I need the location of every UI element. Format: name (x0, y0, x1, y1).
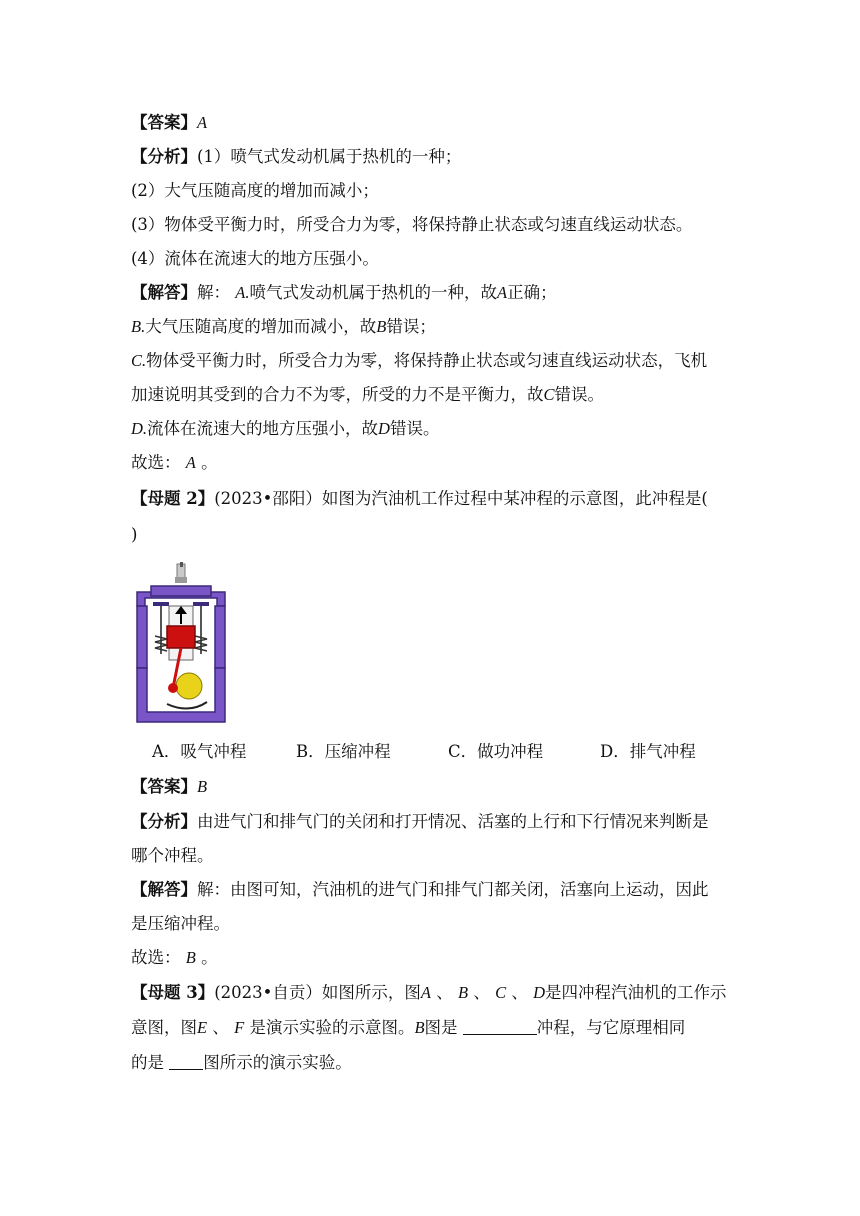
figure-ref: A (420, 983, 431, 1002)
choose-value: A (185, 453, 196, 472)
analysis-point: (2）大气压随高度的增加而减小； (131, 181, 379, 200)
answer-label: 【答案】 (131, 777, 197, 796)
engine-diagram (131, 562, 235, 730)
choose-end: 。 (201, 948, 218, 967)
solution-tail: 正确； (507, 283, 557, 302)
solution-tail: 错误。 (389, 419, 440, 438)
option-letter: B. (131, 317, 146, 336)
solution-label: 【解答】 (131, 283, 197, 302)
question-label: 【母题 3】 (131, 983, 215, 1002)
question-label: 【母题 2】 (131, 489, 215, 508)
choose-label: 故选： (131, 948, 181, 967)
analysis-label: 【分析】 (131, 147, 197, 166)
analysis-label: 【分析】 (131, 812, 197, 831)
solution-line (131, 317, 731, 337)
question-text: 是四冲程汽油机的工作示 (545, 983, 727, 1002)
analysis-point: (3）物体受平衡力时，所受合力为零，将保持静止状态或匀速直线运动状态。 (131, 215, 693, 234)
question-text: 是演示实验的示意图。 (249, 1018, 415, 1037)
solution-intro: 解： (197, 283, 230, 302)
answer-blank[interactable] (463, 1018, 537, 1035)
option-letter: D. (131, 419, 148, 438)
solution-line (131, 880, 731, 900)
answer-label: 【答案】 (131, 113, 197, 132)
solution-line (131, 351, 731, 371)
option-a[interactable]: A．吸气冲程 (152, 742, 247, 761)
analysis-point: (1）喷气式发动机属于热机的一种； (197, 147, 462, 166)
question-text: 意图，图 (131, 1018, 197, 1037)
analysis-text: 哪个冲程。 (131, 846, 214, 865)
answer-blank[interactable] (169, 1053, 203, 1070)
question-stem (131, 489, 731, 509)
analysis-line (131, 147, 731, 167)
option-letter: A. (235, 283, 250, 302)
question-text: (2023•自贡）如图所示，图 (214, 983, 421, 1002)
choose-value: B (185, 948, 196, 967)
question-stem: 【母题 3】(2023•自贡）如图所示，图A 、 B 、 C 、 D是四冲程汽油机的工作示 (131, 983, 727, 1002)
engine-figure (131, 562, 235, 730)
question-stem-cont: ) (131, 525, 138, 544)
solution-line (131, 419, 731, 439)
question-text-line (131, 1053, 731, 1073)
solution-line (131, 283, 731, 303)
answer-line (131, 113, 731, 133)
analysis-text: 由进气门和排气门的关闭和打开情况、活塞的上行和下行情况来判断是 (197, 812, 709, 831)
solution-text: 大气压随高度的增加而减小，故 (145, 317, 377, 336)
figure-ref: C (495, 983, 507, 1002)
question-text: 图是 (424, 1018, 458, 1037)
choose-label: 故选： (131, 453, 181, 472)
question-text: 图所示的演示实验。 (203, 1053, 352, 1072)
question-text: (2023•邵阳）如图为汽油机工作过程中某冲程的示意图，此冲程是( (214, 489, 708, 508)
choose-end: 。 (201, 453, 218, 472)
choose-line (131, 948, 731, 968)
figure-ref: E (197, 1018, 208, 1037)
solution-text: 物体受平衡力时，所受合力为零，将保持静止状态或匀速直线运动状态，飞机 (146, 351, 708, 370)
solution-text: 喷气式发动机属于热机的一种，故 (249, 283, 497, 302)
figure-ref: B (414, 1018, 425, 1037)
answer-value: B (197, 777, 208, 796)
option-b[interactable]: B．压缩冲程 (296, 742, 391, 761)
solution-tail: 错误。 (554, 385, 605, 404)
question-text: 冲程，与它原理相同 (536, 1018, 686, 1037)
solution-line (131, 385, 731, 405)
question-text-line: 意图，图E 、 F 是演示实验的示意图。B图是 冲程，与它原理相同 (131, 1018, 686, 1037)
option-ref: C (543, 385, 555, 404)
choose-line (131, 453, 731, 473)
solution-label: 【解答】 (131, 880, 197, 899)
question-text: 的是 (131, 1053, 164, 1072)
option-c[interactable]: C．做功冲程 (448, 742, 544, 761)
option-ref: A (496, 283, 508, 302)
figure-ref: F (234, 1018, 245, 1037)
solution-text: 是压缩冲程。 (131, 914, 230, 933)
analysis-point: (4）流体在流速大的地方压强小。 (131, 249, 379, 268)
option-ref: B (376, 317, 387, 336)
solution-tail: 错误； (386, 317, 436, 336)
option-ref: D (378, 419, 390, 438)
answer-line (131, 777, 731, 797)
figure-ref: B (458, 983, 469, 1002)
analysis-line (131, 812, 731, 832)
solution-text: 流体在流速大的地方压强小，故 (147, 419, 379, 438)
option-d[interactable]: D．排气冲程 (600, 742, 696, 761)
option-letter: C. (131, 351, 147, 370)
solution-text: 解：由图可知，汽油机的进气门和排气门都关闭，活塞向上运动，因此 (197, 880, 709, 899)
solution-text: 加速说明其受到的合力不为零，所受的力不是平衡力，故 (131, 385, 544, 404)
figure-ref: D (533, 983, 546, 1002)
answer-value: A (197, 113, 208, 132)
